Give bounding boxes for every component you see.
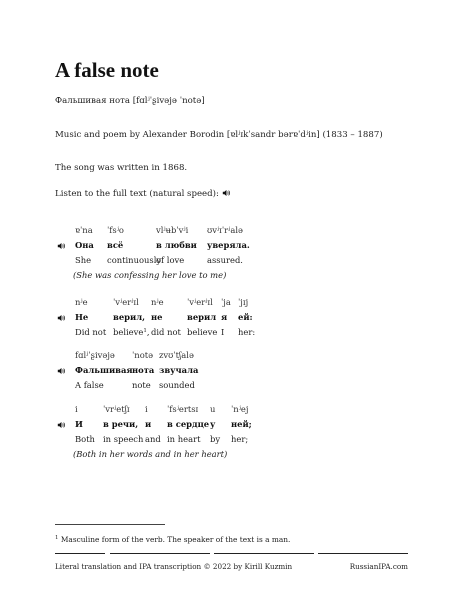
russian-word: Она: [75, 240, 94, 250]
russian-word: в сердце: [167, 419, 210, 429]
song-subtitle: Фальшивая нота [fɑlʲˈʂivəjə ˈnotə]: [55, 96, 205, 106]
ipa-word: ˈfsʲertsɪ: [167, 404, 199, 414]
translation-word: of love: [156, 255, 185, 265]
russian-word: звучала: [159, 365, 199, 375]
stanza-note: (Both in her words and in her heart): [73, 449, 228, 459]
footer-divider: [214, 553, 314, 554]
page-title: A false note: [55, 58, 159, 82]
footnote-mark: 1: [55, 535, 59, 541]
speaker-icon[interactable]: [57, 421, 65, 429]
speaker-icon[interactable]: [57, 242, 65, 250]
ipa-word: ˈfsʲo: [107, 225, 124, 235]
translation-word: continuously: [107, 255, 162, 265]
translation-word: [113, 327, 150, 337]
translation-word-text: believe: [113, 327, 144, 337]
footer-divider: [318, 553, 408, 554]
russian-word: и: [145, 419, 152, 429]
russian-word: в любви: [156, 240, 197, 250]
translation-word: A false: [75, 380, 104, 390]
footnote-ref[interactable]: 1: [143, 328, 147, 334]
translation-word: Both: [75, 434, 95, 444]
footer-site-link[interactable]: RussianIPA.com: [349, 562, 408, 571]
translation-word: sounded: [159, 380, 195, 390]
translation-word: in heart: [167, 434, 201, 444]
russian-word: уверяла.: [207, 240, 250, 250]
russian-word: всё: [107, 240, 124, 250]
translation-word: and: [145, 434, 161, 444]
ipa-word: ʊvʲɪˈrʲalə: [207, 225, 243, 235]
ipa-word: ˈjɪj: [238, 297, 249, 307]
ipa-word: ˈvrʲetʃɪ: [103, 404, 130, 414]
russian-word: Не: [75, 312, 89, 322]
translation-word: Did not: [75, 327, 107, 337]
translation-word: by: [210, 434, 221, 444]
ipa-word: ɐˈna: [75, 225, 93, 235]
ipa-word: ˈnotə: [132, 350, 154, 360]
translation-word: believe: [187, 327, 218, 337]
speaker-icon[interactable]: [57, 314, 65, 322]
footer-divider: [110, 553, 210, 554]
written-line: The song was written in 1868.: [55, 163, 188, 173]
ipa-word: ˈvʲerʲɪl: [113, 297, 139, 307]
ipa-word: ˈvʲerʲɪl: [187, 297, 213, 307]
ipa-word: zvʊˈtʃalə: [159, 350, 194, 360]
footer-copyright: Literal translation and IPA transcription © 2022 by Kirill Kuzmin: [55, 562, 293, 571]
translation-word: She: [75, 255, 92, 265]
footer-divider: [55, 553, 105, 554]
russian-word: ней;: [231, 419, 252, 429]
translation-word: in speech: [103, 434, 144, 444]
footnote-text: Masculine form of the verb. The speaker of the text is a man.: [60, 535, 291, 544]
russian-word: у: [210, 419, 216, 429]
russian-word: верил,: [113, 312, 146, 322]
speaker-icon[interactable]: [57, 367, 65, 375]
translation-word: I: [221, 327, 225, 337]
footnote-divider: [55, 524, 165, 525]
translation-word: her:: [238, 327, 256, 337]
listen-label: Listen to the full text (natural speed):: [55, 189, 219, 199]
russian-word: ей:: [238, 312, 253, 322]
russian-word: Фальшивая: [75, 365, 133, 375]
translation-punct: ,: [146, 327, 150, 337]
russian-word: не: [151, 312, 163, 322]
russian-word: я: [221, 312, 228, 322]
credits-line: Music and poem by Alexander Borodin [ɐlʲɪkˈsandr bərɐˈdʲin] (1833 – 1887): [55, 130, 383, 140]
listen-line: [55, 189, 230, 199]
translation-word: assured.: [207, 255, 243, 265]
translation-word: her;: [231, 434, 249, 444]
ipa-word: ˈja: [221, 297, 231, 307]
ipa-word: fɑlʲˈʂivəjə: [75, 350, 115, 360]
ipa-word: nʲe: [151, 297, 164, 307]
stanza-note: (She was confessing her love to me): [73, 270, 227, 280]
ipa-word: vlʲʉbˈvʲi: [156, 225, 189, 235]
speaker-icon[interactable]: [222, 189, 230, 197]
ipa-word: i: [145, 404, 148, 414]
russian-word: И: [75, 419, 83, 429]
translation-word: note: [132, 380, 151, 390]
ipa-word: ˈnʲej: [231, 404, 249, 414]
ipa-word: u: [210, 404, 216, 414]
ipa-word: i: [75, 404, 78, 414]
ipa-word: nʲe: [75, 297, 88, 307]
russian-word: верил: [187, 312, 217, 322]
russian-word: нота: [132, 365, 155, 375]
russian-word: в речи,: [103, 419, 139, 429]
footnote: [55, 535, 290, 544]
translation-word: did not: [151, 327, 181, 337]
